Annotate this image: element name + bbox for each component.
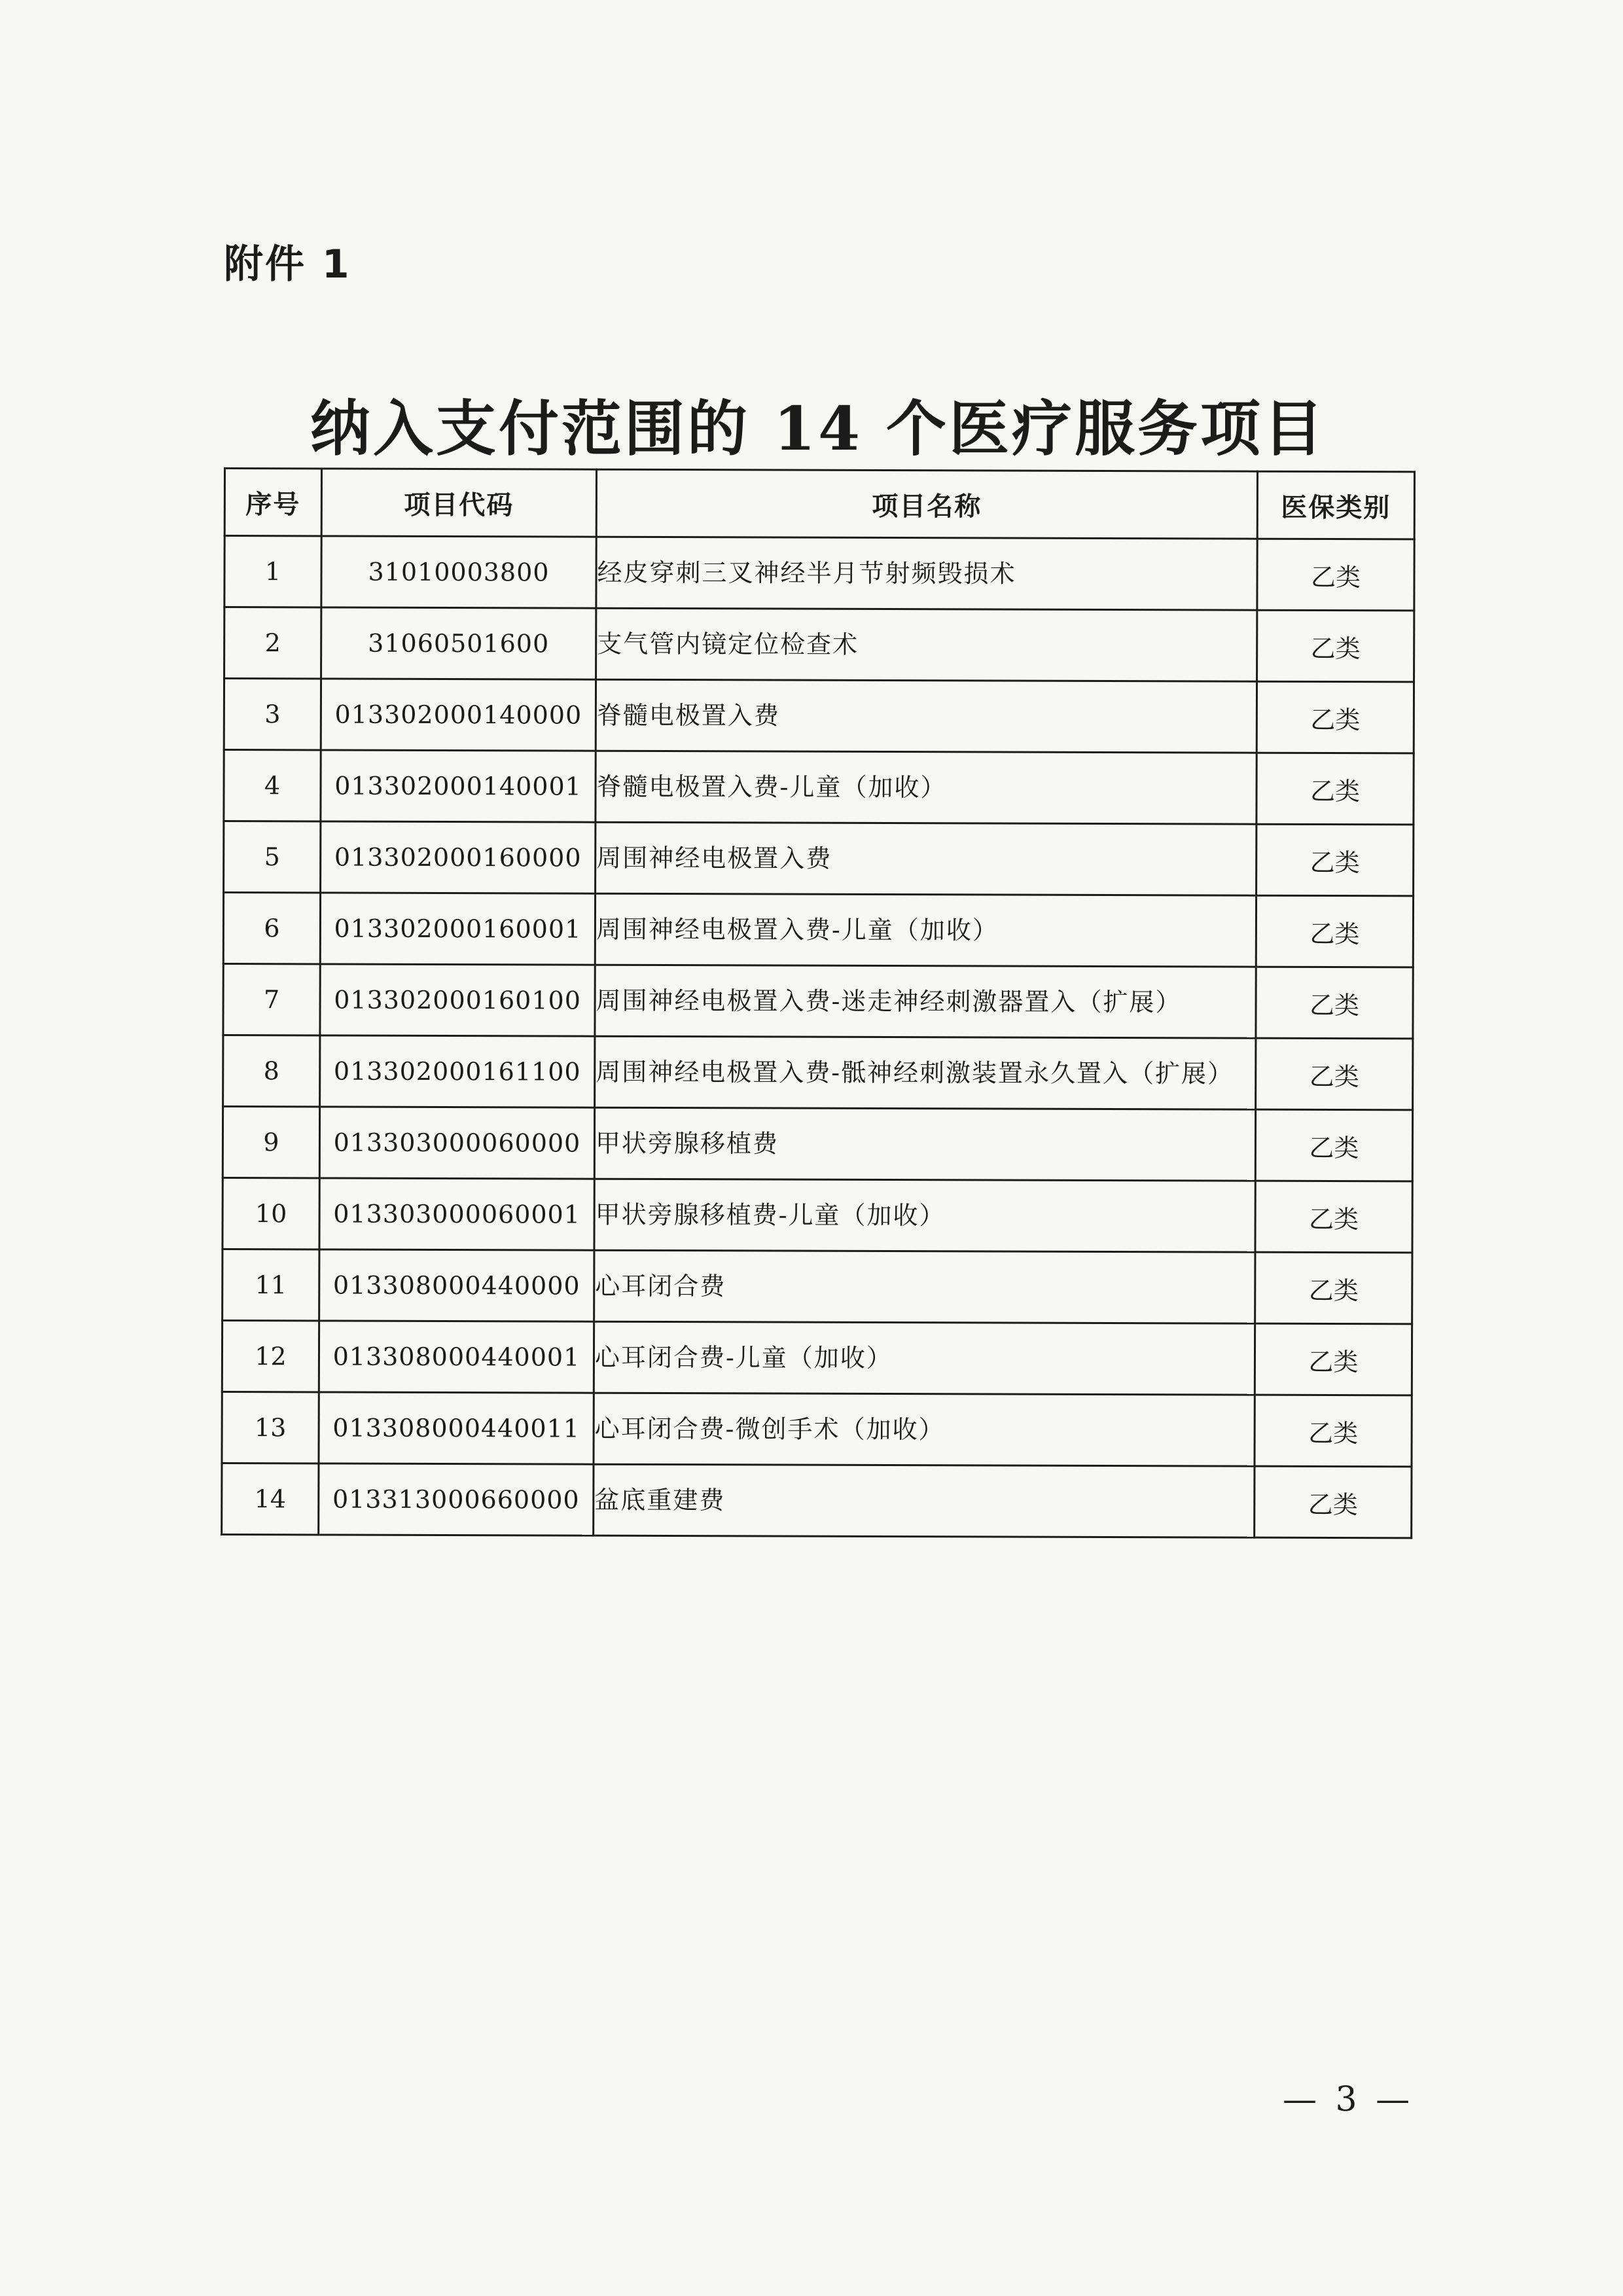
row-code: 31060501600 <box>321 607 596 679</box>
row-name: 脊髓电极置入费 <box>596 679 1257 753</box>
row-name: 盆底重建费 <box>594 1464 1255 1537</box>
row-category: 乙类 <box>1256 967 1413 1039</box>
row-category: 乙类 <box>1257 610 1414 682</box>
header-seq: 序号 <box>224 469 321 536</box>
row-seq: 4 <box>224 750 321 821</box>
row-code: 013308000440001 <box>319 1321 594 1393</box>
row-seq: 3 <box>224 679 321 750</box>
row-category: 乙类 <box>1257 753 1414 825</box>
row-category: 乙类 <box>1257 824 1414 896</box>
row-category: 乙类 <box>1257 539 1414 611</box>
table-header-row <box>224 469 1414 539</box>
row-code: 31010003800 <box>321 536 596 608</box>
row-name: 周围神经电极置入费-儿童（加收） <box>595 893 1256 967</box>
row-category: 乙类 <box>1255 1323 1412 1395</box>
row-name: 心耳闭合费-儿童（加收） <box>594 1321 1255 1395</box>
row-name: 经皮穿刺三叉神经半月节射频毁损术 <box>596 537 1257 610</box>
page-number: — 3 — <box>1283 2080 1414 2119</box>
row-name: 心耳闭合费 <box>594 1250 1255 1323</box>
table-row <box>224 536 1414 611</box>
row-code: 013302000160000 <box>321 821 596 893</box>
attachment-label: 附件 1 <box>224 242 351 287</box>
row-code: 013302000140001 <box>321 750 596 822</box>
row-name: 周围神经电极置入费 <box>596 822 1257 895</box>
table-row <box>224 821 1414 896</box>
table-row <box>223 1107 1412 1181</box>
table-row <box>224 607 1414 682</box>
row-category: 乙类 <box>1255 1466 1412 1538</box>
row-seq: 2 <box>224 607 321 679</box>
row-seq: 12 <box>222 1320 319 1391</box>
table-row <box>222 1391 1412 1466</box>
table-row <box>223 893 1413 967</box>
row-seq: 14 <box>222 1463 319 1534</box>
row-seq: 11 <box>223 1249 319 1320</box>
row-name: 周围神经电极置入费-骶神经刺激装置永久置入（扩展） <box>595 1036 1256 1109</box>
row-name: 周围神经电极置入费-迷走神经刺激器置入（扩展） <box>595 965 1256 1038</box>
table-row <box>224 679 1414 753</box>
row-code: 013302000140000 <box>321 679 596 751</box>
table-row <box>222 1463 1412 1537</box>
table-row <box>223 964 1413 1039</box>
row-code: 013308000440011 <box>319 1392 594 1464</box>
table-row <box>224 750 1414 825</box>
table-row <box>223 1035 1413 1110</box>
medical-service-items-table <box>221 467 1416 1539</box>
row-code: 013302000160001 <box>320 893 595 965</box>
document-title: 纳入支付范围的 14 个医疗服务项目 <box>310 393 1327 464</box>
row-category: 乙类 <box>1256 895 1413 967</box>
row-category: 乙类 <box>1255 1252 1412 1324</box>
header-name: 项目名称 <box>596 469 1257 539</box>
row-code: 013303000060001 <box>319 1178 594 1250</box>
row-code: 013313000660000 <box>319 1463 594 1535</box>
table-row <box>222 1320 1412 1395</box>
row-category: 乙类 <box>1255 1395 1412 1467</box>
row-name: 甲状旁腺移植费 <box>594 1107 1255 1181</box>
table-row <box>223 1249 1412 1323</box>
row-category: 乙类 <box>1256 1038 1413 1110</box>
header-code: 项目代码 <box>321 469 596 537</box>
header-category: 医保类别 <box>1257 471 1414 539</box>
row-name: 心耳闭合费-微创手术（加收） <box>594 1393 1255 1466</box>
row-category: 乙类 <box>1255 1181 1412 1253</box>
row-category: 乙类 <box>1257 681 1414 753</box>
row-seq: 1 <box>224 536 321 607</box>
row-seq: 7 <box>223 964 320 1035</box>
row-name: 支气管内镜定位检查术 <box>596 608 1257 681</box>
row-name: 甲状旁腺移植费-儿童（加收） <box>594 1179 1255 1252</box>
row-code: 013302000161100 <box>320 1035 595 1107</box>
row-seq: 6 <box>223 893 320 964</box>
row-code: 013308000440000 <box>319 1249 594 1321</box>
table-row <box>223 1177 1412 1252</box>
row-category: 乙类 <box>1255 1109 1412 1181</box>
row-seq: 8 <box>223 1035 320 1107</box>
row-name: 脊髓电极置入费-儿童（加收） <box>596 751 1257 824</box>
row-code: 013302000160100 <box>320 964 595 1036</box>
row-seq: 13 <box>222 1391 319 1463</box>
row-code: 013303000060000 <box>319 1107 594 1179</box>
row-seq: 5 <box>224 821 321 893</box>
row-seq: 9 <box>223 1107 319 1178</box>
row-seq: 10 <box>223 1177 319 1249</box>
